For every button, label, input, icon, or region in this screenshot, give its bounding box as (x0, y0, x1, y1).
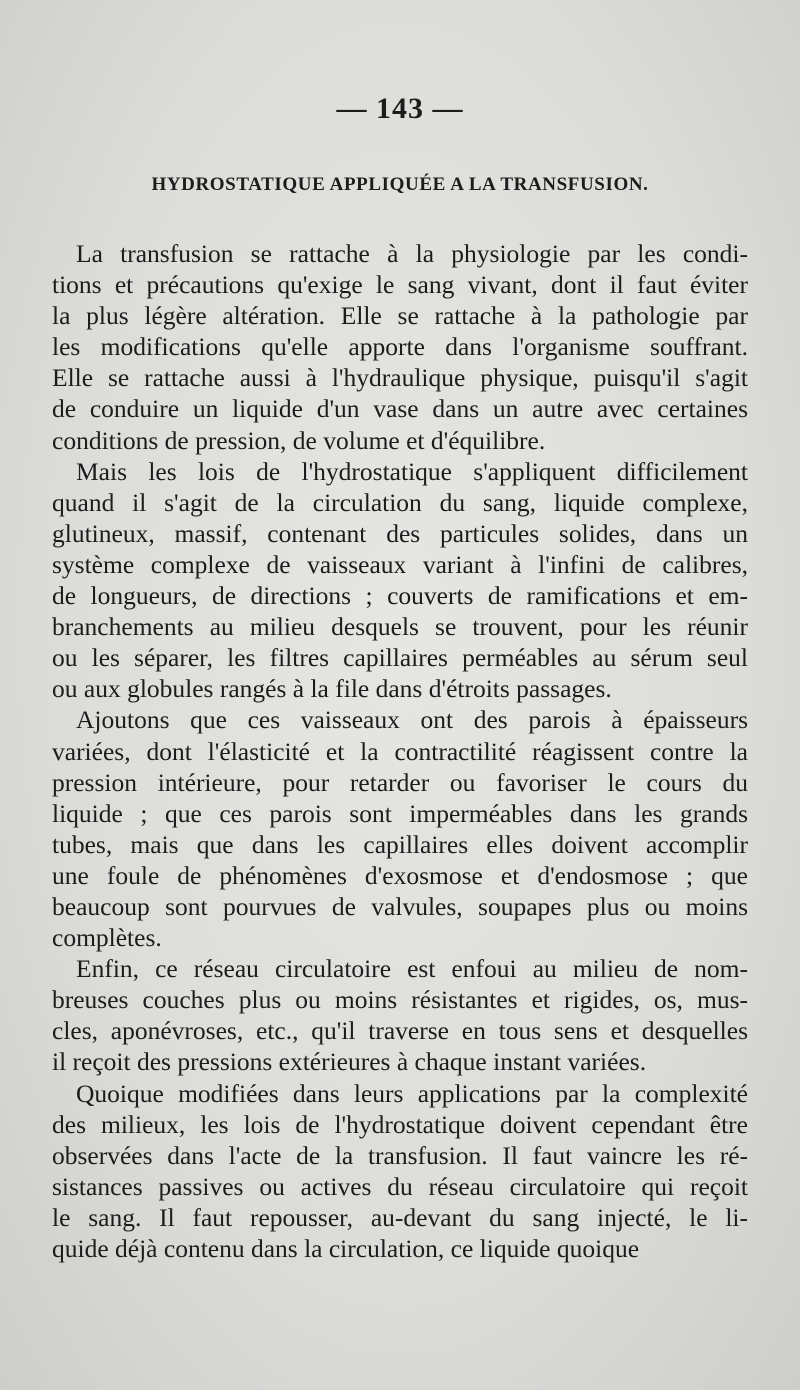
text-line: liquide ; que ces parois sont imperméables dans les grands (52, 798, 748, 828)
paragraph (52, 704, 748, 953)
text-line: ou aux globules rangés à la file dans d'étroits passages. (52, 674, 612, 704)
text-line: Elle se rattache aussi à l'hydraulique physique, puisqu'il s'agit (52, 363, 748, 393)
text-line: glutineux, massif, contenant des particules solides, dans un (52, 518, 748, 548)
text-line: Enfin, ce réseau circulatoire est enfoui au milieu de nom- (76, 954, 748, 984)
text-line: de conduire un liquide d'un vase dans un autre avec certaines (52, 394, 748, 424)
text-line: La transfusion se rattache à la physiologie par les condi- (76, 239, 748, 268)
text-line: une foule de phénomènes d'exosmose et d'endosmose ; que (52, 860, 748, 890)
text-line: des milieux, les lois de l'hydrostatique doivent cependant être (52, 1109, 748, 1139)
text-line: branchements au milieu desquels se trouvent, pour les réunir (52, 612, 748, 642)
page-number: — 143 — (336, 92, 464, 125)
paragraph (52, 953, 748, 1077)
paragraph (52, 238, 748, 456)
text-line: il reçoit des pressions extérieures à chaque instant variées. (52, 1047, 647, 1077)
text-line: conditions de pression, de volume et d'équilibre. (52, 425, 546, 455)
text-line: Ajoutons que ces vaisseaux ont des parois à épaisseurs (76, 705, 748, 735)
text-line: quide déjà contenu dans la circulation, ce liquide quoique (52, 1234, 640, 1263)
text-line: le sang. Il faut repousser, au-devant du sang injecté, le li- (52, 1202, 748, 1232)
section-heading: HYDROSTATIQUE APPLIQUÉE A LA TRANSFUSION. (151, 174, 649, 195)
text-line: variées, dont l'élasticité et la contractilité réagissent contre la (52, 736, 748, 766)
text-line: pression intérieure, pour retarder ou favoriser le cours du (52, 767, 748, 797)
paragraph (52, 456, 748, 705)
text-line: complètes. (52, 923, 162, 953)
text-line: breuses couches plus ou moins résistantes et rigides, os, mus- (52, 985, 748, 1015)
text-line: de longueurs, de directions ; couverts de ramifications et em- (52, 581, 748, 611)
text-line: observées dans l'acte de la transfusion. Il faut vaincre les ré- (52, 1140, 748, 1170)
text-line: les modifications qu'elle apporte dans l'organisme souffrant. (52, 332, 748, 362)
text-line: système complexe de vaisseaux variant à l'infini de calibres, (52, 549, 748, 579)
text-line: tions et précautions qu'exige le sang vivant, dont il faut éviter (52, 270, 748, 300)
text-line: ou les séparer, les filtres capillaires perméables au sérum seul (52, 643, 748, 673)
paragraph (52, 1078, 748, 1265)
body-text (52, 238, 748, 1264)
text-line: quand il s'agit de la circulation du sang, liquide complexe, (52, 487, 748, 517)
text-line: cles, aponévroses, etc., qu'il traverse en tous sens et desquelles (52, 1016, 748, 1046)
text-line: la plus légère altération. Elle se rattache à la pathologie par (52, 301, 748, 331)
text-line: Mais les lois de l'hydrostatique s'appliquent difficilement (76, 456, 748, 486)
text-line: tubes, mais que dans les capillaires elles doivent accomplir (52, 829, 748, 859)
text-line: Quoique modifiées dans leurs applications par la complexité (76, 1078, 748, 1108)
text-line: sistances passives ou actives du réseau circulatoire qui reçoit (52, 1171, 748, 1201)
text-line: beaucoup sont pourvues de valvules, soupapes plus ou moins (52, 891, 748, 921)
